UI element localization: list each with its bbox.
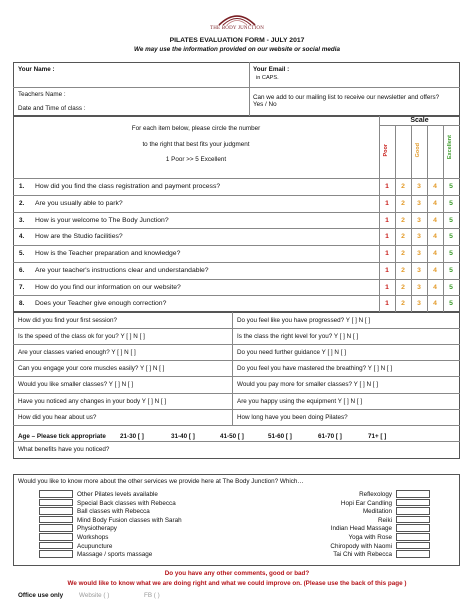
scale-option-2[interactable]: 2	[401, 216, 405, 224]
service-checkbox[interactable]	[39, 499, 73, 507]
service-checkbox[interactable]	[396, 516, 430, 524]
scale-option-2[interactable]: 2	[401, 300, 405, 308]
service-left-label: Workshops	[77, 534, 109, 541]
row-divider	[13, 295, 460, 296]
service-left-label: Ball classes with Rebecca	[77, 508, 150, 516]
service-left-label: Acupuncture	[77, 542, 113, 550]
yes-no-question-left[interactable]: Would you like smaller classes? Y [ ] N [ ]	[18, 381, 134, 389]
service-checkbox[interactable]	[39, 533, 73, 541]
yes-no-question-right[interactable]: Do you need further guidance Y [ ] N [ ]	[237, 349, 346, 357]
scale-option-5[interactable]: 5	[449, 216, 453, 224]
scale-option-4[interactable]: 4	[433, 250, 437, 257]
scale-option-3[interactable]: 3	[417, 250, 421, 257]
yes-no-question-right[interactable]: Do you feel you have mastered the breathing? Y [ ] N [ ]	[237, 365, 393, 373]
scale-poor-label: Poor	[383, 144, 389, 157]
yes-no-question-right[interactable]: How long have you been doing Pilates?	[237, 413, 348, 421]
service-checkbox[interactable]	[396, 542, 430, 550]
row-divider	[13, 441, 460, 442]
service-checkbox[interactable]	[39, 507, 73, 515]
service-right-label: Reflexology	[359, 491, 392, 498]
row-divider	[13, 262, 460, 263]
services-question: Would you like to know more about the other services we provide here at The Body Junction? Which…	[18, 478, 304, 485]
scale-option-4[interactable]: 4	[433, 233, 437, 241]
scale-instruction-3: 1 Poor >> 5 Excellent	[165, 156, 227, 163]
service-checkbox[interactable]	[39, 524, 73, 532]
question-number: 8.	[19, 300, 25, 308]
office-use-label: Office use only	[18, 592, 64, 599]
service-right-label: Indian Head Massage	[330, 525, 392, 533]
row-divider	[13, 328, 460, 329]
scale-option-1[interactable]: 1	[385, 283, 389, 291]
question-text: How is your welcome to The Body Junction?	[35, 216, 169, 224]
service-checkbox[interactable]	[396, 550, 430, 558]
office-fb[interactable]: FB ( )	[144, 592, 160, 599]
age-option[interactable]: 71+ [ ]	[368, 433, 387, 440]
row-divider	[13, 393, 460, 394]
scale-option-5[interactable]: 5	[449, 183, 453, 190]
mailing-question	[253, 94, 453, 108]
scale-option-5[interactable]: 5	[449, 266, 453, 274]
row-divider	[13, 195, 460, 196]
scale-option-2[interactable]: 2	[401, 199, 405, 207]
scale-excellent-label: Excellent	[447, 135, 453, 160]
form-title: PILATES EVALUATION FORM - JULY 2017	[169, 37, 305, 44]
scale-option-4[interactable]: 4	[433, 300, 437, 308]
service-right-label: Reiki	[378, 516, 392, 524]
question-number: 4.	[19, 233, 25, 241]
yes-no-question-left[interactable]: Have you noticed any changes in your body Y [ ] N [ ]	[18, 397, 167, 405]
scale-option-4[interactable]: 4	[433, 183, 437, 190]
question-text: How did you find the class registration and payment process?	[35, 183, 221, 190]
scale-option-3[interactable]: 3	[417, 199, 421, 207]
scale-option-3[interactable]: 3	[417, 233, 421, 241]
mailing-question-text: Can we add to our mailing list to receive our newsletter and offers?	[253, 94, 440, 101]
scale-instruction-1: For each item below, please circle the number	[131, 125, 261, 132]
question-text: How are the Studio facilities?	[35, 233, 123, 241]
row-divider	[13, 344, 460, 345]
service-checkbox[interactable]	[396, 524, 430, 532]
service-right-label: Yoga with Rose	[348, 534, 392, 541]
question-number: 5.	[19, 250, 25, 257]
question-number: 6.	[19, 266, 25, 274]
yes-no-question-right[interactable]: Would you pay more for smaller classes? Y [ ] N [ ]	[237, 381, 379, 389]
service-checkbox[interactable]	[396, 499, 430, 507]
scale-option-5[interactable]: 5	[449, 199, 453, 207]
yes-no-question-left[interactable]: How did you find your first session?	[18, 317, 118, 324]
mailing-no[interactable]: No	[268, 101, 277, 109]
yes-no-question-right[interactable]: Do you feel like you have progressed? Y [ ] N [ ]	[237, 317, 371, 324]
age-option[interactable]: 21-30 [ ]	[120, 433, 144, 440]
row-divider	[13, 425, 460, 426]
yes-no-question-left[interactable]: Can you engage your core muscles easily? Y [ ] N [ ]	[18, 365, 165, 373]
service-left-label: Special Back classes with Rebecca	[77, 499, 176, 507]
service-right-label: Chiropody with Naomi	[330, 542, 392, 550]
yes-no-question-right[interactable]: Are you happy using the equipment Y [ ] N [ ]	[237, 397, 363, 405]
age-option[interactable]: 31-40 [ ]	[171, 433, 195, 440]
question-text: Does your Teacher give enough correction?	[35, 300, 167, 308]
age-option[interactable]: 51-60 [ ]	[268, 433, 292, 440]
caps-note: in CAPS.	[256, 75, 279, 81]
mailing-separator: /	[265, 101, 267, 109]
scale-option-4[interactable]: 4	[433, 199, 437, 207]
benefits-label: What benefits have you noticed?	[18, 446, 110, 453]
mailing-yes[interactable]: Yes	[253, 101, 264, 109]
service-checkbox[interactable]	[39, 542, 73, 550]
your-email-label: Your Email :	[253, 66, 290, 73]
age-label: Age – Please tick appropriate	[18, 433, 106, 440]
question-text: How is the Teacher preparation and knowledge?	[35, 250, 181, 257]
row-divider	[13, 279, 460, 280]
yes-no-question-right[interactable]: Is the class the right level for you? Y [ ] N [ ]	[237, 333, 359, 341]
scale-option-5[interactable]: 5	[449, 300, 453, 308]
question-text: How do you find our information on our website?	[35, 283, 181, 291]
logo-text: THE BODY JUNCTION	[209, 26, 265, 31]
service-checkbox[interactable]	[39, 550, 73, 558]
service-left-label: Other Pilates levels available	[77, 491, 158, 498]
service-checkbox[interactable]	[396, 533, 430, 541]
service-checkbox[interactable]	[39, 490, 73, 498]
service-left-label: Physiotherapy	[77, 525, 117, 533]
comments-line-1: Do you have any other comments, good or bad?	[164, 570, 310, 577]
scale-option-1[interactable]: 1	[385, 183, 389, 190]
scale-option-3[interactable]: 3	[417, 216, 421, 224]
yes-no-question-left[interactable]: How did you hear about us?	[18, 413, 97, 421]
scale-option-4[interactable]: 4	[433, 216, 437, 224]
age-option[interactable]: 41-50 [ ]	[220, 433, 244, 440]
scale-option-1[interactable]: 1	[385, 216, 389, 224]
form-subtitle: We may use the information provided on our website or social media	[134, 46, 340, 53]
scale-option-1[interactable]: 1	[385, 300, 389, 308]
question-number: 1.	[19, 183, 25, 190]
scale-option-2[interactable]: 2	[401, 183, 405, 190]
scale-option-3[interactable]: 3	[417, 266, 421, 274]
teachers-name-label: Teachers Name :	[18, 91, 66, 98]
row-divider	[13, 245, 460, 246]
office-website[interactable]: Website ( )	[79, 592, 110, 599]
question-number: 7.	[19, 283, 25, 291]
age-option[interactable]: 61-70 [ ]	[318, 433, 342, 440]
scale-option-2[interactable]: 2	[401, 266, 405, 274]
scale-option-4[interactable]: 4	[433, 283, 437, 291]
your-name-label: Your Name :	[18, 66, 55, 73]
service-checkbox[interactable]	[396, 490, 430, 498]
scale-option-3[interactable]: 3	[417, 183, 421, 190]
scale-good-label: Good	[415, 143, 421, 158]
service-right-label: Hopi Ear Candling	[340, 499, 392, 507]
scale-option-1[interactable]: 1	[385, 233, 389, 241]
question-number: 2.	[19, 199, 25, 207]
scale-option-2[interactable]: 2	[401, 283, 405, 291]
service-right-label: Meditation	[362, 508, 392, 516]
service-checkbox[interactable]	[39, 516, 73, 524]
date-time-label: Date and Time of class :	[18, 105, 86, 112]
question-text: Are you usually able to park?	[35, 199, 123, 207]
row-divider	[13, 376, 460, 377]
scale-option-5[interactable]: 5	[449, 233, 453, 241]
scale-option-5[interactable]: 5	[449, 250, 453, 257]
scale-option-2[interactable]: 2	[401, 233, 405, 241]
scale-instruction-2: to the right that best fits your judgment	[142, 141, 250, 148]
question-text: Are your teacher's instructions clear and understandable?	[35, 266, 209, 274]
yes-no-question-left[interactable]: Is the speed of the class ok for you? Y [ ] N [ ]	[18, 333, 145, 341]
service-right-label: Tai Chi with Rebecca	[333, 551, 392, 559]
comments-line-2: We would like to know what we are doing right and what we could improve on. (Please use the back of this page )	[67, 580, 407, 587]
row-divider	[13, 228, 460, 229]
scale-option-1[interactable]: 1	[385, 250, 389, 257]
logo	[205, 9, 269, 35]
row-divider	[13, 212, 460, 213]
yes-no-question-left[interactable]: Are your classes varied enough? Y [ ] N [ ]	[18, 349, 136, 357]
row-divider	[13, 360, 460, 361]
scale-option-3[interactable]: 3	[417, 283, 421, 291]
scale-option-1[interactable]: 1	[385, 199, 389, 207]
scale-option-4[interactable]: 4	[433, 266, 437, 274]
scale-option-1[interactable]: 1	[385, 266, 389, 274]
scale-label: Scale	[410, 117, 429, 124]
row-divider	[13, 409, 460, 410]
scale-option-2[interactable]: 2	[401, 250, 405, 257]
logo-arch-icon	[205, 9, 269, 27]
service-checkbox[interactable]	[396, 507, 430, 515]
scale-option-5[interactable]: 5	[449, 283, 453, 291]
question-number: 3.	[19, 216, 25, 224]
service-left-label: Massage / sports massage	[77, 551, 153, 559]
scale-option-3[interactable]: 3	[417, 300, 421, 308]
service-left-label: Mind Body Fusion classes with Sarah	[77, 516, 182, 524]
